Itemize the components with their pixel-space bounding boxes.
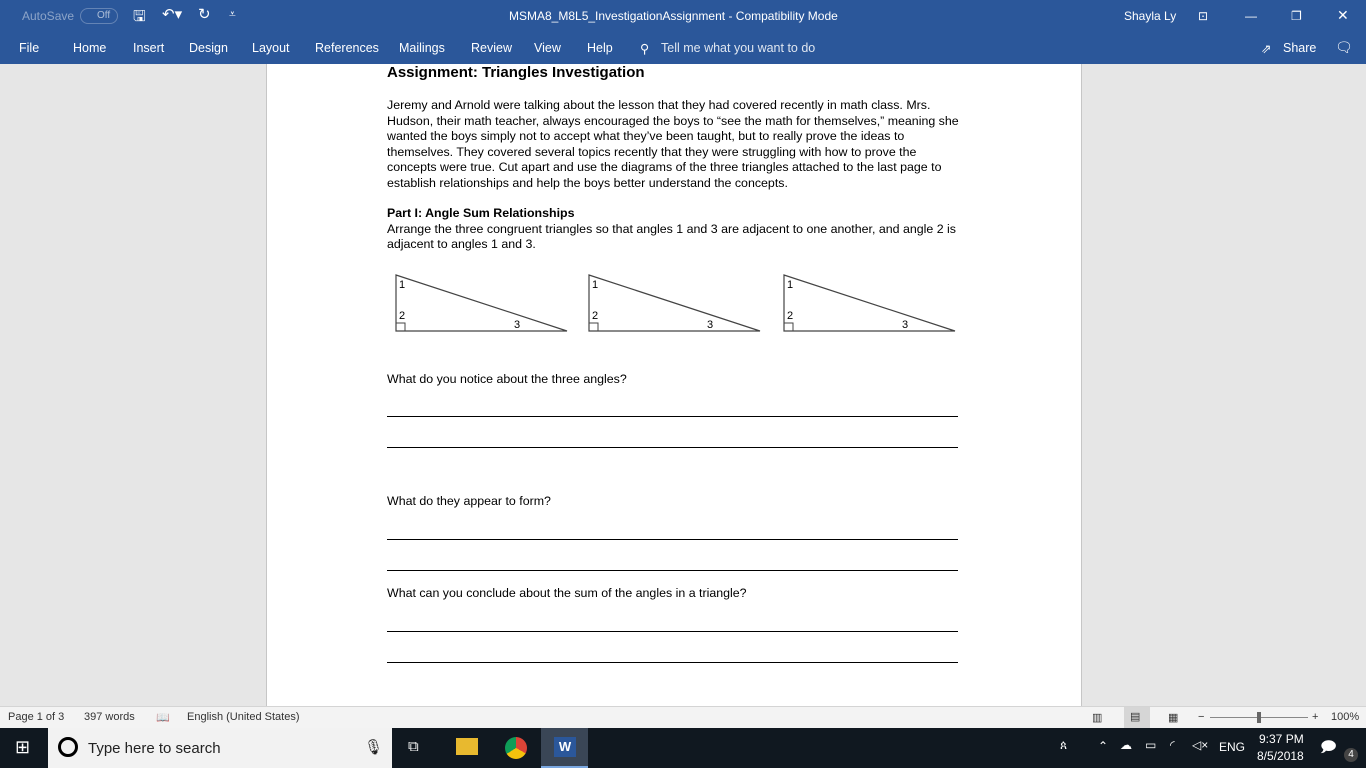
angle-label-3: 3 bbox=[902, 319, 909, 331]
people-icon[interactable]: ጰ bbox=[1060, 738, 1068, 752]
triangle bbox=[396, 275, 567, 331]
read-mode-icon[interactable]: ▥ bbox=[1092, 712, 1103, 724]
redo-icon[interactable]: ↻ bbox=[198, 6, 211, 23]
question-2: What do they appear to form? bbox=[387, 494, 551, 508]
autosave-state: Off bbox=[97, 10, 111, 21]
angle-label-3: 3 bbox=[707, 319, 714, 331]
question-3: What can you conclude about the sum of the angles in a triangle? bbox=[387, 586, 747, 600]
document-area bbox=[0, 64, 1366, 706]
right-angle-marker bbox=[589, 323, 598, 331]
share-button[interactable]: Share bbox=[1283, 41, 1317, 55]
taskbar-search[interactable] bbox=[48, 728, 392, 768]
tab-review[interactable]: Review bbox=[471, 41, 512, 55]
share-icon: ⇗ bbox=[1261, 42, 1272, 56]
zoom-out-button[interactable]: − bbox=[1198, 711, 1205, 723]
clock-date[interactable]: 8/5/2018 bbox=[1257, 749, 1304, 763]
tell-me-input[interactable]: Tell me what you want to do bbox=[661, 41, 816, 55]
page[interactable] bbox=[266, 64, 1082, 706]
tab-file[interactable]: File bbox=[19, 41, 40, 55]
ribbon-tabs bbox=[0, 32, 1366, 64]
tab-help[interactable]: Help bbox=[587, 41, 613, 55]
page-count[interactable]: Page 1 of 3 bbox=[8, 711, 65, 723]
word-taskbar-icon[interactable]: W bbox=[541, 728, 588, 768]
print-layout-icon[interactable]: ▤ bbox=[1124, 707, 1150, 728]
status-bar bbox=[0, 706, 1366, 728]
windows-start-icon[interactable]: ⊞ bbox=[15, 737, 31, 757]
language[interactable]: English (United States) bbox=[187, 711, 300, 723]
tab-design[interactable]: Design bbox=[189, 41, 228, 55]
zoom-level[interactable]: 100% bbox=[1331, 711, 1360, 723]
right-angle-marker bbox=[396, 323, 405, 331]
language-indicator[interactable]: ENG bbox=[1219, 740, 1246, 754]
triangles-diagram bbox=[387, 269, 967, 341]
answer-line[interactable] bbox=[387, 539, 958, 540]
tab-layout[interactable]: Layout bbox=[252, 41, 290, 55]
cortana-icon bbox=[58, 737, 78, 757]
answer-line[interactable] bbox=[387, 662, 958, 663]
onedrive-icon[interactable]: ☁ bbox=[1120, 738, 1132, 752]
save-icon[interactable]: 🖫 bbox=[133, 8, 146, 25]
comments-icon[interactable]: 🗨 bbox=[1335, 39, 1353, 55]
proofing-icon[interactable]: 📖 bbox=[156, 712, 170, 724]
answer-line[interactable] bbox=[387, 416, 958, 417]
answer-line[interactable] bbox=[387, 447, 958, 448]
document-title: MSMA8_M8L5_InvestigationAssignment - Compatibility Mode bbox=[509, 9, 838, 23]
search-icon: ⚲ bbox=[640, 42, 650, 56]
close-button[interactable]: ✕ bbox=[1337, 7, 1349, 23]
action-center-icon[interactable]: 🗩 bbox=[1320, 739, 1337, 756]
microphone-icon[interactable]: 🎙 bbox=[364, 739, 384, 756]
angle-label-2: 2 bbox=[592, 310, 599, 322]
answer-line[interactable] bbox=[387, 570, 958, 571]
triangle-outline bbox=[589, 275, 760, 331]
zoom-slider-thumb[interactable] bbox=[1257, 712, 1261, 723]
user-name[interactable]: Shayla Ly bbox=[1124, 9, 1177, 23]
part-heading: Part I: Angle Sum Relationships bbox=[387, 206, 575, 220]
wifi-icon[interactable]: ◜ bbox=[1170, 738, 1175, 752]
part-instructions: Arrange the three congruent triangles so that angles 1 and 3 are adjacent to one another, and angle 2 is adjacent to angles 1 and 3. bbox=[387, 221, 956, 251]
battery-icon[interactable]: ▭ bbox=[1145, 738, 1157, 752]
undo-icon[interactable]: ↶▾ bbox=[162, 6, 183, 23]
tab-references[interactable]: References bbox=[315, 41, 379, 55]
tab-insert[interactable]: Insert bbox=[133, 41, 165, 55]
restore-button[interactable]: ❐ bbox=[1291, 9, 1302, 23]
tab-mailings[interactable]: Mailings bbox=[399, 41, 445, 55]
triangle-outline bbox=[784, 275, 955, 331]
file-explorer-icon[interactable] bbox=[456, 738, 478, 755]
search-placeholder: Type here to search bbox=[88, 740, 221, 757]
title-bar bbox=[0, 0, 1366, 32]
tab-home[interactable]: Home bbox=[73, 41, 107, 55]
taskbar bbox=[0, 728, 1366, 768]
intro-paragraph: Jeremy and Arnold were talking about the lesson that they had covered recently in math class. Mrs. Hudson, their math teacher, always encouraged the boys to “see the math for themselves,” meaning she wanted the boys simply not to accept what they’ve been taught, but to really prove the ideas to themselves. They covered several topics recently that they were struggling with how to prove the concepts were true. Cut apart and use the diagrams of the three triangles attached to the last page to establish relationships and help the boys better understand the concepts. bbox=[387, 98, 959, 190]
angle-label-1: 1 bbox=[399, 279, 406, 291]
customize-qat-icon[interactable]: ⩡ bbox=[229, 7, 236, 21]
triangle-outline bbox=[396, 275, 567, 331]
right-angle-marker bbox=[784, 323, 793, 331]
minimize-button[interactable]: — bbox=[1245, 9, 1257, 23]
volume-muted-icon[interactable]: ◁× bbox=[1192, 738, 1209, 752]
tab-view[interactable]: View bbox=[534, 41, 561, 55]
angle-label-2: 2 bbox=[399, 310, 406, 322]
zoom-in-button[interactable]: + bbox=[1312, 711, 1319, 723]
document-title-heading: Assignment: Triangles Investigation bbox=[387, 64, 645, 81]
intro-section bbox=[387, 64, 967, 253]
triangle bbox=[589, 275, 760, 331]
web-layout-icon[interactable]: ▦ bbox=[1168, 712, 1179, 724]
chrome-icon[interactable] bbox=[505, 737, 527, 759]
angle-label-1: 1 bbox=[787, 279, 794, 291]
task-view-icon[interactable]: ⧉ bbox=[408, 738, 419, 755]
angle-label-3: 3 bbox=[514, 319, 521, 331]
triangle bbox=[784, 275, 955, 331]
answer-line[interactable] bbox=[387, 631, 958, 632]
show-hidden-icons[interactable]: ⌃ bbox=[1098, 739, 1109, 753]
notification-count: 4 bbox=[1344, 748, 1358, 762]
angle-label-1: 1 bbox=[592, 279, 599, 291]
angle-label-2: 2 bbox=[787, 310, 794, 322]
clock-time[interactable]: 9:37 PM bbox=[1259, 732, 1304, 746]
word-count[interactable]: 397 words bbox=[84, 711, 135, 723]
autosave-toggle[interactable] bbox=[80, 8, 118, 24]
autosave-label: AutoSave bbox=[22, 9, 75, 23]
question-1: What do you notice about the three angles? bbox=[387, 372, 627, 386]
ribbon-display-icon[interactable]: ⊡ bbox=[1198, 9, 1209, 23]
